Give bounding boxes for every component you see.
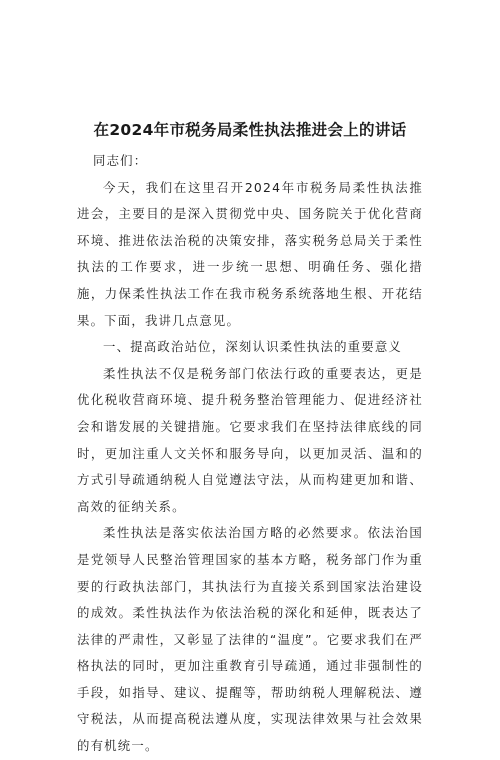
paragraph-rule-of-law: 柔性执法是落实依法治国方略的必然要求。依法治国是党领导人民整治管理国家的基本方略，税务部门作为重要的行政执法部门，其执法行为直接关系到国家法治建设的成效。柔性执法作为依法治税的深化和延伸，既表达了法律的严肃性，又彰显了法律的“温度”。它要求我们在严格执法的同时，更加注重教育引导疏通，通过非强制性的手段，如指导、建议、提醒等，帮助纳税人理解税法、遵守税法，从而提高税法遵从度，实现法律效果与社会效果的有机统一。 (77, 525, 423, 754)
greeting: 同志们： (93, 153, 148, 168)
paragraph-intro: 今天，我们在这里召开2024年市税务局柔性执法推进会，主要目的是深入贯彻党中央、国务院关于优化营商环境、推进依法治税的决策安排，落实税务总局关于柔性执法的工作要求，进一步统一思想、明确任务、强化措施，力保柔性执法工作在我市税务系统落地生根、开花结果。下面，我讲几点意见。 (77, 179, 423, 328)
document-body (77, 148, 423, 760)
section-heading-1: 一、提高政治站位，深刻认识柔性执法的重要意义 (103, 339, 403, 355)
paragraph-significance: 柔性执法不仅是税务部门依法行政的重要表达，更是优化税收营商环境、提升税务整治管理能力、促进经济社会和谐发展的关键措施。它要求我们在坚持法律底线的同时，更加注重人文关怀和服务导向，以更加灵活、温和的方式引导疏通纳税人自觉遵法守法，从而构建更加和谐、高效的征纳关系。 (77, 365, 423, 514)
document-title: 在2024年市税务局柔性执法推进会上的讲话 (93, 121, 407, 139)
